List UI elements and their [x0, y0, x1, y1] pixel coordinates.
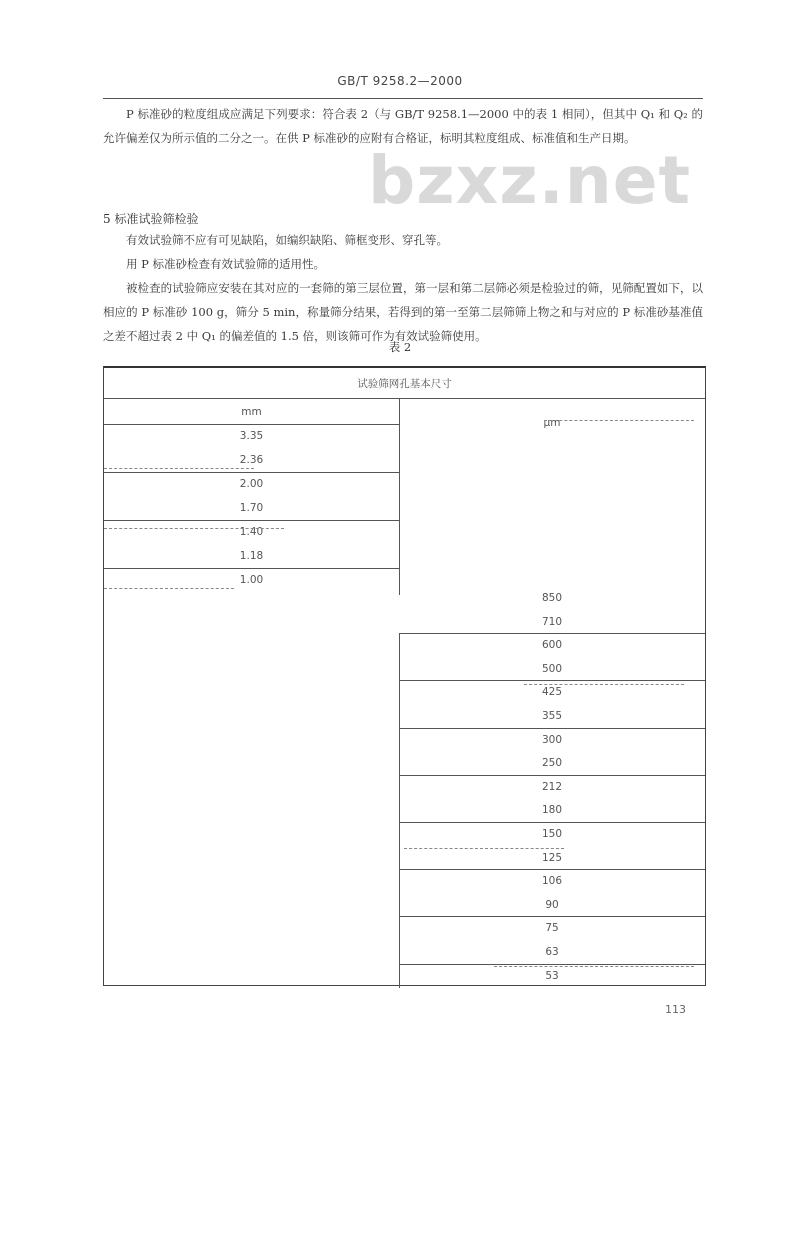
paragraph-1: 有效试验筛不应有可见缺陷，如编织缺陷、筛框变形、穿孔等。 [126, 233, 448, 247]
mm-value-cell: 1.40 [239, 526, 264, 538]
um-value-cell: 600 [541, 639, 563, 652]
mm-value-cell: 1.70 [239, 502, 264, 514]
mm-value-cell: 1.00 [239, 574, 264, 586]
scan-dash [524, 684, 684, 685]
table-title: 试验筛网孔基本尺寸 [357, 378, 452, 390]
um-value-cell: 710 [541, 615, 563, 628]
scan-dash [104, 588, 234, 589]
mm-value-cell: 1.18 [239, 550, 264, 562]
column-header-mm: mm [241, 406, 262, 418]
paragraph-3: 被检查的试验筛应安装在其对应的一套筛的第三层位置，第一层和第二层筛必须是检验过的筛，见筛配置如下，以相应的 P 标准砂 100 g，筛分 5 min，称量筛分结果，若得到的第一至第二层筛筛上物之和与对应的 P 标准砂基准值之差不超过表 2 中 Q₁ 的偏差值的 1.5 倍，则该筛可作为有效试验筛使用。 [103, 281, 703, 343]
um-row-rule [399, 633, 705, 634]
um-value-cell: 180 [541, 804, 563, 817]
column-header-um: μm [543, 417, 561, 429]
mm-row-rule [104, 520, 399, 521]
um-value-cell: 425 [541, 686, 563, 699]
mm-value-cell: 2.36 [239, 454, 264, 466]
scan-dash [104, 468, 254, 469]
um-value-cell: 75 [545, 922, 559, 935]
section-title: 5 标准试验筛检验 [103, 212, 199, 226]
page-header: GB/T 9258.2—2000 [337, 74, 463, 88]
scan-dash [544, 420, 694, 421]
mm-row-rule [104, 568, 399, 569]
um-value-cell: 125 [541, 851, 563, 864]
um-row-rule [399, 775, 705, 776]
sieve-size-table [103, 366, 706, 986]
um-value-cell: 53 [545, 969, 559, 982]
um-value-cell: 150 [541, 828, 563, 840]
um-value-cell: 63 [545, 946, 559, 958]
um-value-cell: 90 [545, 898, 559, 911]
um-value-cell: 850 [541, 592, 563, 604]
um-value-cell: 355 [541, 710, 563, 722]
page-number: 113 [665, 1003, 686, 1016]
intro-paragraph: P 标准砂的粒度组成应满足下列要求：符合表 2（与 GB/T 9258.1—2000 中的表 1 相同），但其中 Q₁ 和 Q₂ 的允许偏差仅为所示值的二分之一。在供 P 标准砂的应附有合格证，标明其粒度组成、标准值和生产日期。 [103, 107, 703, 145]
paragraph-2: 用 P 标准砂检查有效试验筛的适用性。 [126, 257, 326, 271]
um-row-rule [399, 680, 705, 681]
um-row-rule [399, 916, 705, 917]
scan-dash [104, 528, 284, 529]
um-row-rule [399, 822, 705, 823]
mm-value-cell: 3.35 [239, 430, 264, 442]
header-rule [103, 98, 703, 99]
table-title-rule [104, 398, 705, 399]
scan-dash [404, 848, 564, 849]
um-value-cell: 250 [541, 757, 563, 770]
mm-value-cell: 2.00 [239, 478, 264, 490]
mm-row-rule [104, 472, 399, 473]
table-caption: 表 2 [388, 340, 412, 354]
um-value-cell: 106 [541, 875, 563, 888]
watermark: bzxz.net [368, 142, 692, 219]
um-row-rule [399, 728, 705, 729]
um-value-cell: 500 [541, 662, 563, 675]
mm-header-rule [104, 424, 399, 425]
um-row-rule [399, 964, 705, 965]
um-value-cell: 300 [541, 733, 563, 746]
column-divider-upper [399, 398, 400, 595]
scan-dash [494, 966, 694, 967]
um-value-cell: 212 [541, 780, 563, 793]
um-row-rule [399, 869, 705, 870]
